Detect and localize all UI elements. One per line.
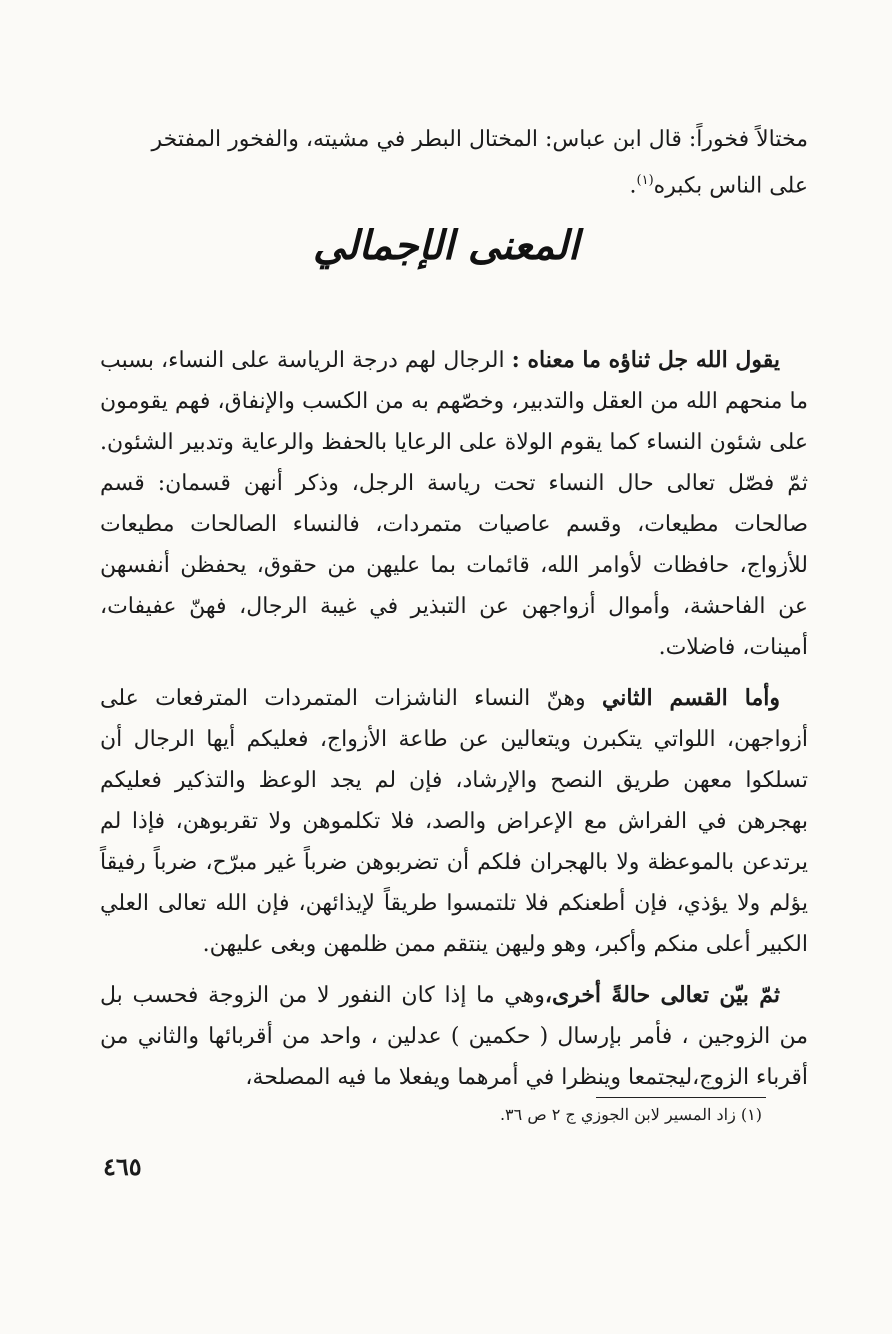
paragraph-2: [100, 678, 808, 965]
paragraph-1-lead: يقول الله جل ثناؤه ما معناه :: [511, 347, 781, 373]
footnote-divider: [596, 1097, 766, 1098]
paragraph-2-text: وهنّ النساء الناشزات المتمردات المترفعات على أزواجهن، اللواتي يتكبرن ويتعالين عن طاعة الأزواج، فعليكم أيها الرجال أن تسلكوا معهن طريق النصح والإرشاد، فإن لم يجد الوعظ والتذكير فعليكم بهجرهن في الفراش مع الإعراض والصد، فلا تكلموهن ولا تقربوهن، فإذا لم يرتدعن بالموعظة ولا بالهجران فلكم أن تضربوهن ضرباً غير مبرّح، ضرباً رفيقاً يؤلم ولا يؤذي، فإن أطعنكم فلا تلتمسوا طريقاً لإيذائهن، فإن الله تعالى العلي الكبير أعلى منكم وأكبر، وهو وليهن ينتقم ممن ظلمهن وبغى عليهن.: [100, 686, 808, 957]
continued-text: [100, 119, 808, 206]
paragraph-3-text: وهي ما إذا كان النفور لا من الزوجة فحسب بل من الزوجين ، فأمر بإرسال ( حكمين ) عدلين ، واحد من أقربائها والثاني من أقرباء الزوج،ليجتمعا وينظرا في أمرهما ويفعلا ما فيه المصلحة،: [100, 983, 808, 1090]
continued-text-line-2-end: .: [629, 173, 637, 199]
footnote: (١) زاد المسير لابن الجوزي ج ٢ ص ٣٦.: [499, 1105, 762, 1124]
paragraph-1-text: الرجال لهم درجة الرياسة على النساء، بسبب ما منحهم الله من العقل والتدبير، وخصّهم به من الكسب والإنفاق، فهم يقومون على شئون النساء كما يقوم الولاة على الرعايا بالحفظ والرعاية وتدبير الشئون. ثمّ فصّل تعالى حال النساء تحت رياسة الرجل، وذكر أنهن قسمان: قسم صالحات مطيعات، وقسم عاصيات متمردات، فالنساء الصالحات مطيعات للأزواج، حافظات لأوامر الله، قائمات بما عليهن من حقوق، يحفظن أنفسهن عن الفاحشة، وأموال أزواجهن عن التبذير في غيبة الرجال، فهنّ عفيفات، أمينات، فاضلات.: [100, 348, 808, 660]
paragraph-1: [100, 340, 808, 668]
continued-text-line-2: [100, 160, 808, 206]
continued-text-line-1: مختالاً فخوراً: قال ابن عباس: المختال البطر في مشيته، والفخور المفتخر: [151, 127, 808, 152]
paragraph-3-lead: ثمّ بيّن تعالى حالةً أخرى،: [544, 982, 780, 1008]
footnote-reference: (١): [636, 173, 654, 188]
section-heading: المعنى الإجمالي: [312, 222, 580, 269]
body-text: [100, 340, 808, 1108]
paragraph-3: [100, 975, 808, 1098]
page-number: ٤٦٥: [103, 1152, 142, 1181]
continued-text-line-2-body: على الناس بكبره: [653, 173, 808, 199]
paragraph-2-lead: وأما القسم الثاني: [601, 685, 780, 711]
